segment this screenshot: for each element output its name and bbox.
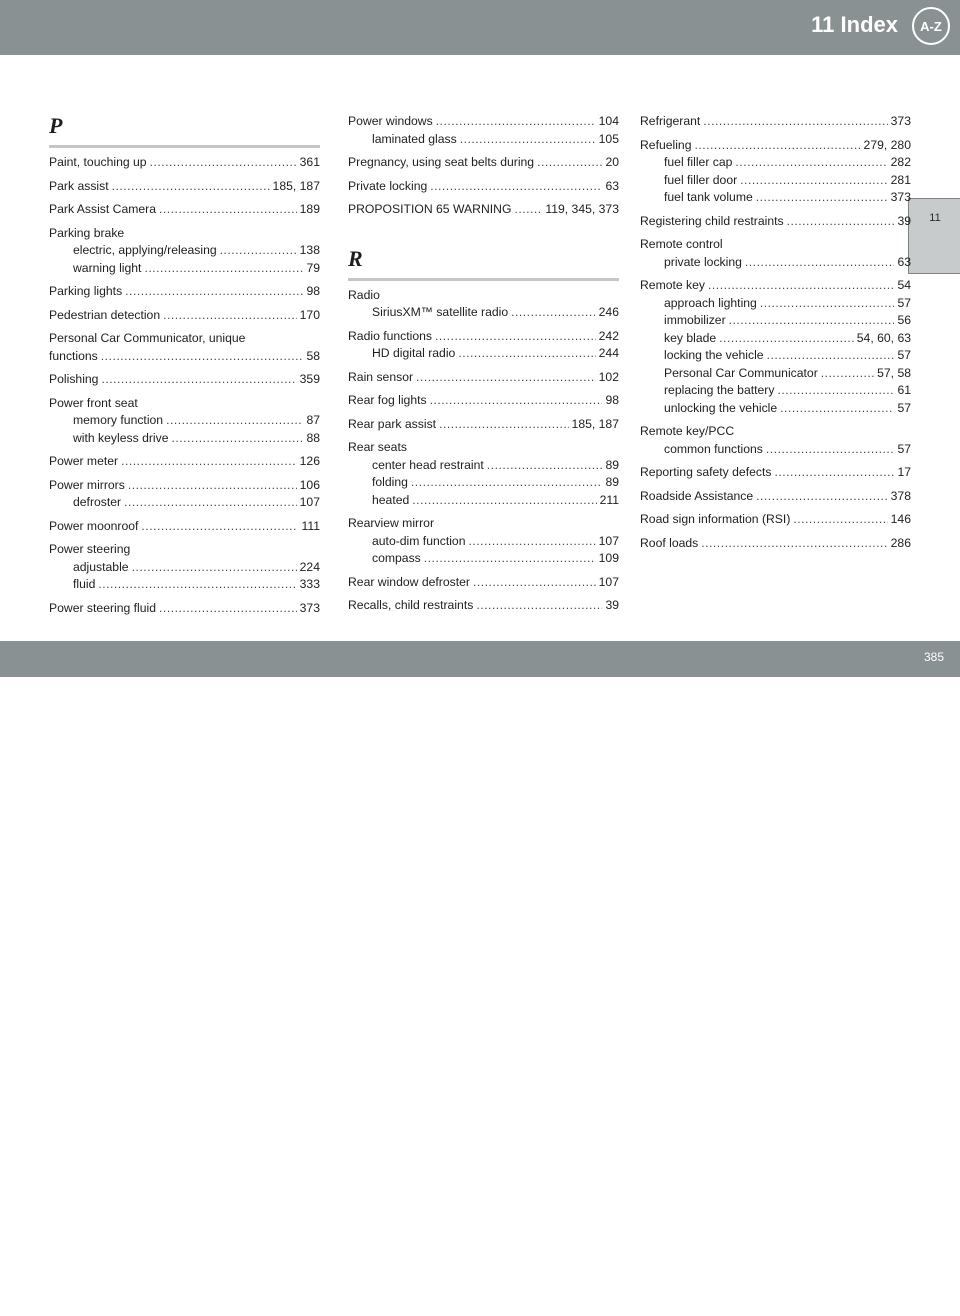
index-term-text: Park assist — [49, 178, 109, 193]
index-term-text: PROPOSITION 65 WARNING — [348, 202, 512, 216]
index-subentry[interactable] — [348, 304, 619, 322]
index-term[interactable] — [348, 201, 619, 219]
page-reference[interactable]: 333 — [299, 577, 320, 591]
dot-leader — [159, 600, 297, 618]
section-letter: P — [49, 114, 320, 148]
index-term-text: functions — [49, 348, 98, 363]
index-term-text: Rearview mirror — [348, 516, 434, 530]
index-term-text: Remote key — [640, 278, 706, 292]
index-entry — [348, 515, 619, 568]
index-term[interactable] — [348, 328, 619, 346]
index-subentry[interactable] — [640, 330, 911, 348]
index-term — [640, 236, 911, 254]
dot-leader — [436, 113, 596, 131]
dot-leader — [756, 189, 888, 207]
index-term[interactable] — [348, 178, 619, 196]
dot-leader — [756, 488, 888, 506]
index-term-text: Pregnancy, using seat belts during — [348, 155, 535, 169]
dot-leader — [703, 113, 887, 131]
index-term — [49, 395, 320, 413]
index-term-text: Power front seat — [49, 395, 138, 410]
page-reference[interactable]: 89 — [605, 457, 619, 472]
index-term[interactable] — [348, 416, 619, 434]
index-subentry[interactable] — [348, 474, 619, 492]
dot-leader — [101, 348, 304, 366]
index-subentry[interactable] — [348, 345, 619, 363]
chapter-title: 11 Index — [811, 12, 898, 37]
index-term-text: Park Assist Camera — [49, 202, 157, 216]
index-entry — [348, 201, 619, 219]
page-reference[interactable]: 106 — [299, 477, 320, 492]
index-term-text: adjustable — [73, 559, 129, 574]
page-header — [0, 0, 960, 55]
dot-leader — [141, 518, 298, 536]
dot-leader — [719, 330, 854, 348]
index-term[interactable] — [49, 477, 320, 495]
dot-leader — [735, 154, 887, 172]
dot-leader — [774, 464, 894, 482]
index-term[interactable] — [49, 371, 320, 389]
index-entry — [640, 511, 911, 529]
dot-leader — [460, 131, 596, 149]
index-term[interactable] — [49, 518, 320, 536]
index-term-text: Paint, touching up — [49, 155, 147, 169]
index-term-text: Roof loads — [640, 535, 699, 550]
dot-leader — [128, 477, 297, 495]
dot-leader — [166, 412, 303, 430]
index-term-text: common functions — [664, 441, 763, 456]
index-subentry[interactable] — [348, 457, 619, 475]
index-subentry[interactable] — [640, 154, 911, 172]
index-term-text: Parking lights — [49, 284, 123, 298]
index-entry — [348, 287, 619, 322]
page-reference[interactable]: 61 — [897, 383, 911, 397]
page-reference[interactable]: 107 — [299, 495, 320, 509]
page-reference[interactable]: 63 — [897, 254, 911, 269]
dot-leader — [767, 347, 895, 365]
index-term-text: Power steering fluid — [49, 600, 157, 615]
dot-leader — [487, 457, 603, 475]
index-subentry[interactable] — [640, 347, 911, 365]
index-term — [348, 287, 619, 305]
index-term[interactable] — [49, 154, 320, 172]
page-reference[interactable]: 58 — [306, 348, 320, 363]
index-entry — [348, 328, 619, 363]
page-reference[interactable]: 138 — [299, 243, 320, 257]
index-subentry[interactable] — [348, 492, 619, 510]
index-term[interactable] — [49, 348, 320, 366]
index-term[interactable] — [640, 277, 911, 295]
dot-leader — [220, 242, 297, 260]
dot-leader — [793, 511, 887, 529]
index-term-text: Polishing — [49, 372, 99, 386]
index-column-1 — [49, 110, 320, 623]
index-term[interactable] — [640, 113, 911, 131]
page-reference[interactable]: 54, 60, 63 — [856, 330, 911, 345]
index-term-text: Rear seats — [348, 440, 407, 454]
index-term-text: electric, applying/releasing — [73, 243, 217, 257]
dot-leader — [412, 492, 596, 510]
index-term-text: fuel tank volume — [664, 190, 753, 204]
page-reference[interactable]: 54 — [897, 278, 911, 292]
index-term-text: Refrigerant — [640, 114, 701, 128]
index-entry — [49, 600, 320, 618]
page-reference[interactable]: 107 — [598, 574, 619, 589]
page-reference[interactable]: 57, 58 — [877, 365, 911, 380]
index-term[interactable] — [348, 574, 619, 592]
page-reference[interactable]: 98 — [306, 284, 320, 298]
page-reference[interactable]: 281 — [890, 172, 911, 187]
page-reference[interactable]: 39 — [605, 598, 619, 612]
page-reference[interactable]: 373 — [890, 190, 911, 204]
page-reference[interactable]: 57 — [897, 400, 911, 415]
page-reference[interactable]: 185, 187 — [272, 178, 320, 193]
index-term-text: Roadside Assistance — [640, 488, 754, 503]
index-entry — [640, 137, 911, 207]
index-term-text: immobilizer — [664, 313, 726, 327]
page-reference[interactable]: 20 — [605, 155, 619, 169]
index-subentry[interactable] — [640, 312, 911, 330]
index-term — [348, 439, 619, 457]
dot-leader — [780, 400, 894, 418]
index-term-text: compass — [372, 551, 421, 565]
index-entry — [640, 535, 911, 553]
dot-leader — [124, 494, 297, 512]
index-term-text: fuel filler cap — [664, 155, 733, 169]
index-entry — [49, 541, 320, 594]
index-subentry[interactable] — [348, 550, 619, 568]
page-reference[interactable]: 63 — [605, 178, 619, 193]
index-subentry[interactable] — [640, 400, 911, 418]
index-term-text: key blade — [664, 330, 717, 345]
index-term-text: Personal Car Communicator, unique — [49, 331, 246, 345]
index-term-text: Personal Car Communicator — [664, 365, 818, 380]
index-entry — [49, 453, 320, 471]
index-term[interactable] — [49, 283, 320, 301]
index-term[interactable] — [640, 464, 911, 482]
index-term[interactable] — [640, 511, 911, 529]
index-entry — [348, 113, 619, 148]
dot-leader — [469, 533, 596, 551]
index-term-text: warning light — [73, 260, 142, 275]
page-reference[interactable]: 246 — [598, 305, 619, 319]
page-reference[interactable]: 79 — [306, 260, 320, 275]
index-entry — [348, 392, 619, 410]
index-term-text: Refueling — [640, 137, 692, 152]
index-term — [49, 330, 320, 348]
dot-leader — [458, 345, 595, 363]
index-entry — [49, 307, 320, 325]
dot-leader — [777, 382, 894, 400]
index-term-text: Power mirrors — [49, 477, 125, 492]
dot-leader — [729, 312, 895, 330]
page-reference[interactable]: 282 — [890, 155, 911, 169]
index-subentry[interactable] — [640, 254, 911, 272]
index-term[interactable] — [49, 453, 320, 471]
index-entry — [348, 369, 619, 387]
index-term-text: Pedestrian detection — [49, 307, 161, 322]
index-subentry[interactable] — [640, 172, 911, 190]
index-term-text: replacing the battery — [664, 383, 775, 397]
index-subentry[interactable] — [49, 494, 320, 512]
dot-leader — [701, 535, 887, 553]
index-term-text: Rear fog lights — [348, 393, 427, 407]
index-term-text: Remote control — [640, 237, 723, 251]
dot-leader — [435, 328, 596, 346]
index-subentry[interactable] — [49, 412, 320, 430]
index-term-text: Power steering — [49, 542, 131, 556]
index-term[interactable] — [348, 369, 619, 387]
index-entry — [348, 574, 619, 592]
dot-leader — [430, 178, 602, 196]
index-entry — [49, 330, 320, 365]
dot-leader — [424, 550, 596, 568]
page-reference[interactable]: 373 — [299, 600, 320, 615]
index-term-text: folding — [372, 475, 408, 489]
index-entry — [49, 178, 320, 196]
index-subentry[interactable] — [49, 430, 320, 448]
page-reference[interactable]: 111 — [301, 518, 320, 533]
dot-leader — [125, 283, 303, 301]
index-term[interactable] — [348, 597, 619, 615]
index-term-text: private locking — [664, 254, 742, 269]
index-term[interactable] — [348, 154, 619, 172]
chapter-tab[interactable] — [908, 198, 960, 274]
page-reference[interactable]: 146 — [890, 512, 911, 526]
index-term[interactable] — [640, 213, 911, 231]
dot-leader — [473, 574, 596, 592]
index-entry — [49, 371, 320, 389]
index-term-text: approach lighting — [664, 295, 757, 310]
index-term-text: memory function — [73, 413, 164, 427]
dot-leader — [514, 201, 542, 219]
page-reference[interactable]: 88 — [306, 430, 320, 445]
index-entry — [640, 113, 911, 131]
index-entry — [49, 154, 320, 172]
page-reference[interactable]: 170 — [299, 307, 320, 322]
index-term — [49, 225, 320, 243]
index-term-text: auto-dim function — [372, 533, 466, 548]
page-reference[interactable]: 359 — [299, 372, 320, 386]
dot-leader — [411, 474, 603, 492]
index-term-text: Rain sensor — [348, 369, 414, 384]
index-term[interactable] — [348, 392, 619, 410]
dot-leader — [172, 430, 304, 448]
dot-leader — [695, 137, 861, 155]
page-reference[interactable]: 104 — [598, 114, 619, 128]
page-reference[interactable]: 211 — [599, 492, 619, 507]
page-reference[interactable]: 107 — [598, 533, 619, 548]
dot-leader — [766, 441, 895, 459]
index-entry — [348, 416, 619, 434]
index-term-text: fuel filler door — [664, 172, 738, 187]
page-reference[interactable]: 244 — [598, 346, 619, 360]
chapter-tab-label: 11 — [929, 212, 941, 224]
page-reference[interactable]: 286 — [890, 535, 911, 550]
index-subentry[interactable] — [640, 295, 911, 313]
index-entry — [348, 439, 619, 509]
index-term[interactable] — [640, 137, 911, 155]
index-term-text: Road sign information (RSI) — [640, 512, 791, 526]
index-term-text: defroster — [73, 495, 122, 509]
page-reference[interactable]: 87 — [306, 413, 320, 427]
index-term-text: Radio — [348, 287, 380, 302]
dot-leader — [787, 213, 895, 231]
dot-leader — [98, 576, 296, 594]
index-term-text: Reporting safety defects — [640, 465, 772, 479]
page-reference[interactable]: 185, 187 — [571, 416, 619, 431]
watermark: carmanualsonline.info — [510, 1285, 784, 1315]
index-subentry[interactable] — [348, 533, 619, 551]
dot-leader — [132, 559, 297, 577]
index-entry — [640, 277, 911, 417]
index-term-text: Private locking — [348, 178, 428, 193]
page-number: 385 — [923, 650, 944, 664]
page-reference[interactable]: 89 — [605, 475, 619, 489]
dot-leader — [150, 154, 297, 172]
index-term-text: Power meter — [49, 454, 119, 468]
index-term — [640, 423, 911, 441]
index-term-text: unlocking the vehicle — [664, 400, 778, 415]
a-z-icon — [911, 6, 951, 46]
page-reference[interactable]: 224 — [299, 559, 320, 574]
index-term-text: Registering child restraints — [640, 213, 784, 228]
index-entry — [640, 464, 911, 482]
index-entry — [49, 395, 320, 448]
index-term-text: SiriusXM™ satellite radio — [372, 305, 509, 319]
index-subentry[interactable] — [640, 365, 911, 383]
index-term-text: Radio functions — [348, 328, 433, 343]
index-subentry[interactable] — [49, 559, 320, 577]
index-term-text: Parking brake — [49, 225, 125, 240]
index-term-text: center head restraint — [372, 457, 484, 472]
index-term-text: laminated glass — [372, 131, 457, 146]
page-reference[interactable]: 378 — [890, 488, 911, 503]
index-entry — [640, 423, 911, 458]
dot-leader — [511, 304, 596, 322]
page-reference[interactable]: 98 — [605, 393, 619, 407]
page-reference[interactable]: 17 — [897, 465, 911, 479]
index-entry — [49, 225, 320, 278]
index-term — [348, 515, 619, 533]
index-entry — [640, 213, 911, 231]
dot-leader — [708, 277, 894, 295]
dot-leader — [745, 254, 895, 272]
dot-leader — [121, 453, 297, 471]
index-column-3 — [640, 113, 911, 558]
dot-leader — [476, 597, 602, 615]
page-reference[interactable]: 57 — [897, 348, 911, 362]
dot-leader — [416, 369, 596, 387]
index-term-text: fluid — [73, 577, 96, 591]
index-entry — [49, 283, 320, 301]
index-subentry[interactable] — [348, 131, 619, 149]
index-term[interactable] — [49, 201, 320, 219]
page-reference[interactable]: 109 — [598, 551, 619, 565]
dot-leader — [821, 365, 874, 383]
dot-leader — [144, 260, 303, 278]
page-reference[interactable]: 189 — [299, 202, 320, 216]
dot-leader — [537, 154, 602, 172]
index-term[interactable] — [49, 178, 320, 196]
section-letter: R — [348, 247, 619, 281]
index-term-text: locking the vehicle — [664, 348, 764, 362]
index-term — [49, 541, 320, 559]
page-reference[interactable]: 39 — [897, 213, 911, 228]
index-entry — [640, 488, 911, 506]
index-term-text: HD digital radio — [372, 346, 456, 360]
index-term-text: Power windows — [348, 114, 433, 128]
page-reference[interactable]: 102 — [598, 369, 619, 384]
index-term-text: Recalls, child restraints — [348, 598, 474, 612]
dot-leader — [112, 178, 270, 196]
page-reference[interactable]: 56 — [897, 313, 911, 327]
page-reference[interactable]: 242 — [598, 328, 619, 343]
index-subentry[interactable] — [640, 189, 911, 207]
index-entry — [49, 201, 320, 219]
dot-leader — [159, 201, 297, 219]
index-term-text: with keyless drive — [73, 430, 169, 445]
dot-leader — [101, 371, 296, 389]
index-entry — [348, 178, 619, 196]
index-term-text: Rear window defroster — [348, 574, 470, 589]
index-term-text: heated — [372, 492, 410, 507]
page-reference[interactable]: 57 — [897, 295, 911, 310]
index-subentry[interactable] — [49, 242, 320, 260]
dot-leader — [430, 392, 603, 410]
index-subentry[interactable] — [49, 576, 320, 594]
page-reference[interactable]: 126 — [299, 454, 320, 468]
index-subentry[interactable] — [49, 260, 320, 278]
page-footer — [0, 641, 960, 1315]
dot-leader — [163, 307, 297, 325]
page-reference[interactable]: 57 — [897, 441, 911, 456]
dot-leader — [760, 295, 895, 313]
index-term[interactable] — [49, 600, 320, 618]
index-term[interactable] — [348, 113, 619, 131]
index-term[interactable] — [640, 488, 911, 506]
index-column-2 — [348, 113, 619, 621]
index-term-text: Rear park assist — [348, 416, 437, 431]
svg-text:A-Z: A-Z — [920, 19, 942, 34]
index-term[interactable] — [640, 535, 911, 553]
index-entry — [348, 597, 619, 615]
index-entry — [49, 518, 320, 536]
page-reference[interactable]: 279, 280 — [863, 137, 911, 152]
index-entry — [348, 154, 619, 172]
index-subentry[interactable] — [640, 382, 911, 400]
page-reference[interactable]: 361 — [299, 155, 320, 169]
dot-leader — [740, 172, 887, 190]
index-subentry[interactable] — [640, 441, 911, 459]
page-reference[interactable]: 119, 345, 373 — [545, 202, 619, 216]
index-entry — [640, 236, 911, 271]
index-term-text: Remote key/PCC — [640, 424, 735, 438]
index-term[interactable] — [49, 307, 320, 325]
page-reference[interactable]: 373 — [890, 114, 911, 128]
dot-leader — [439, 416, 568, 434]
index-entry — [49, 477, 320, 512]
index-term-text: Power moonroof — [49, 518, 139, 533]
page-reference[interactable]: 105 — [598, 131, 619, 146]
